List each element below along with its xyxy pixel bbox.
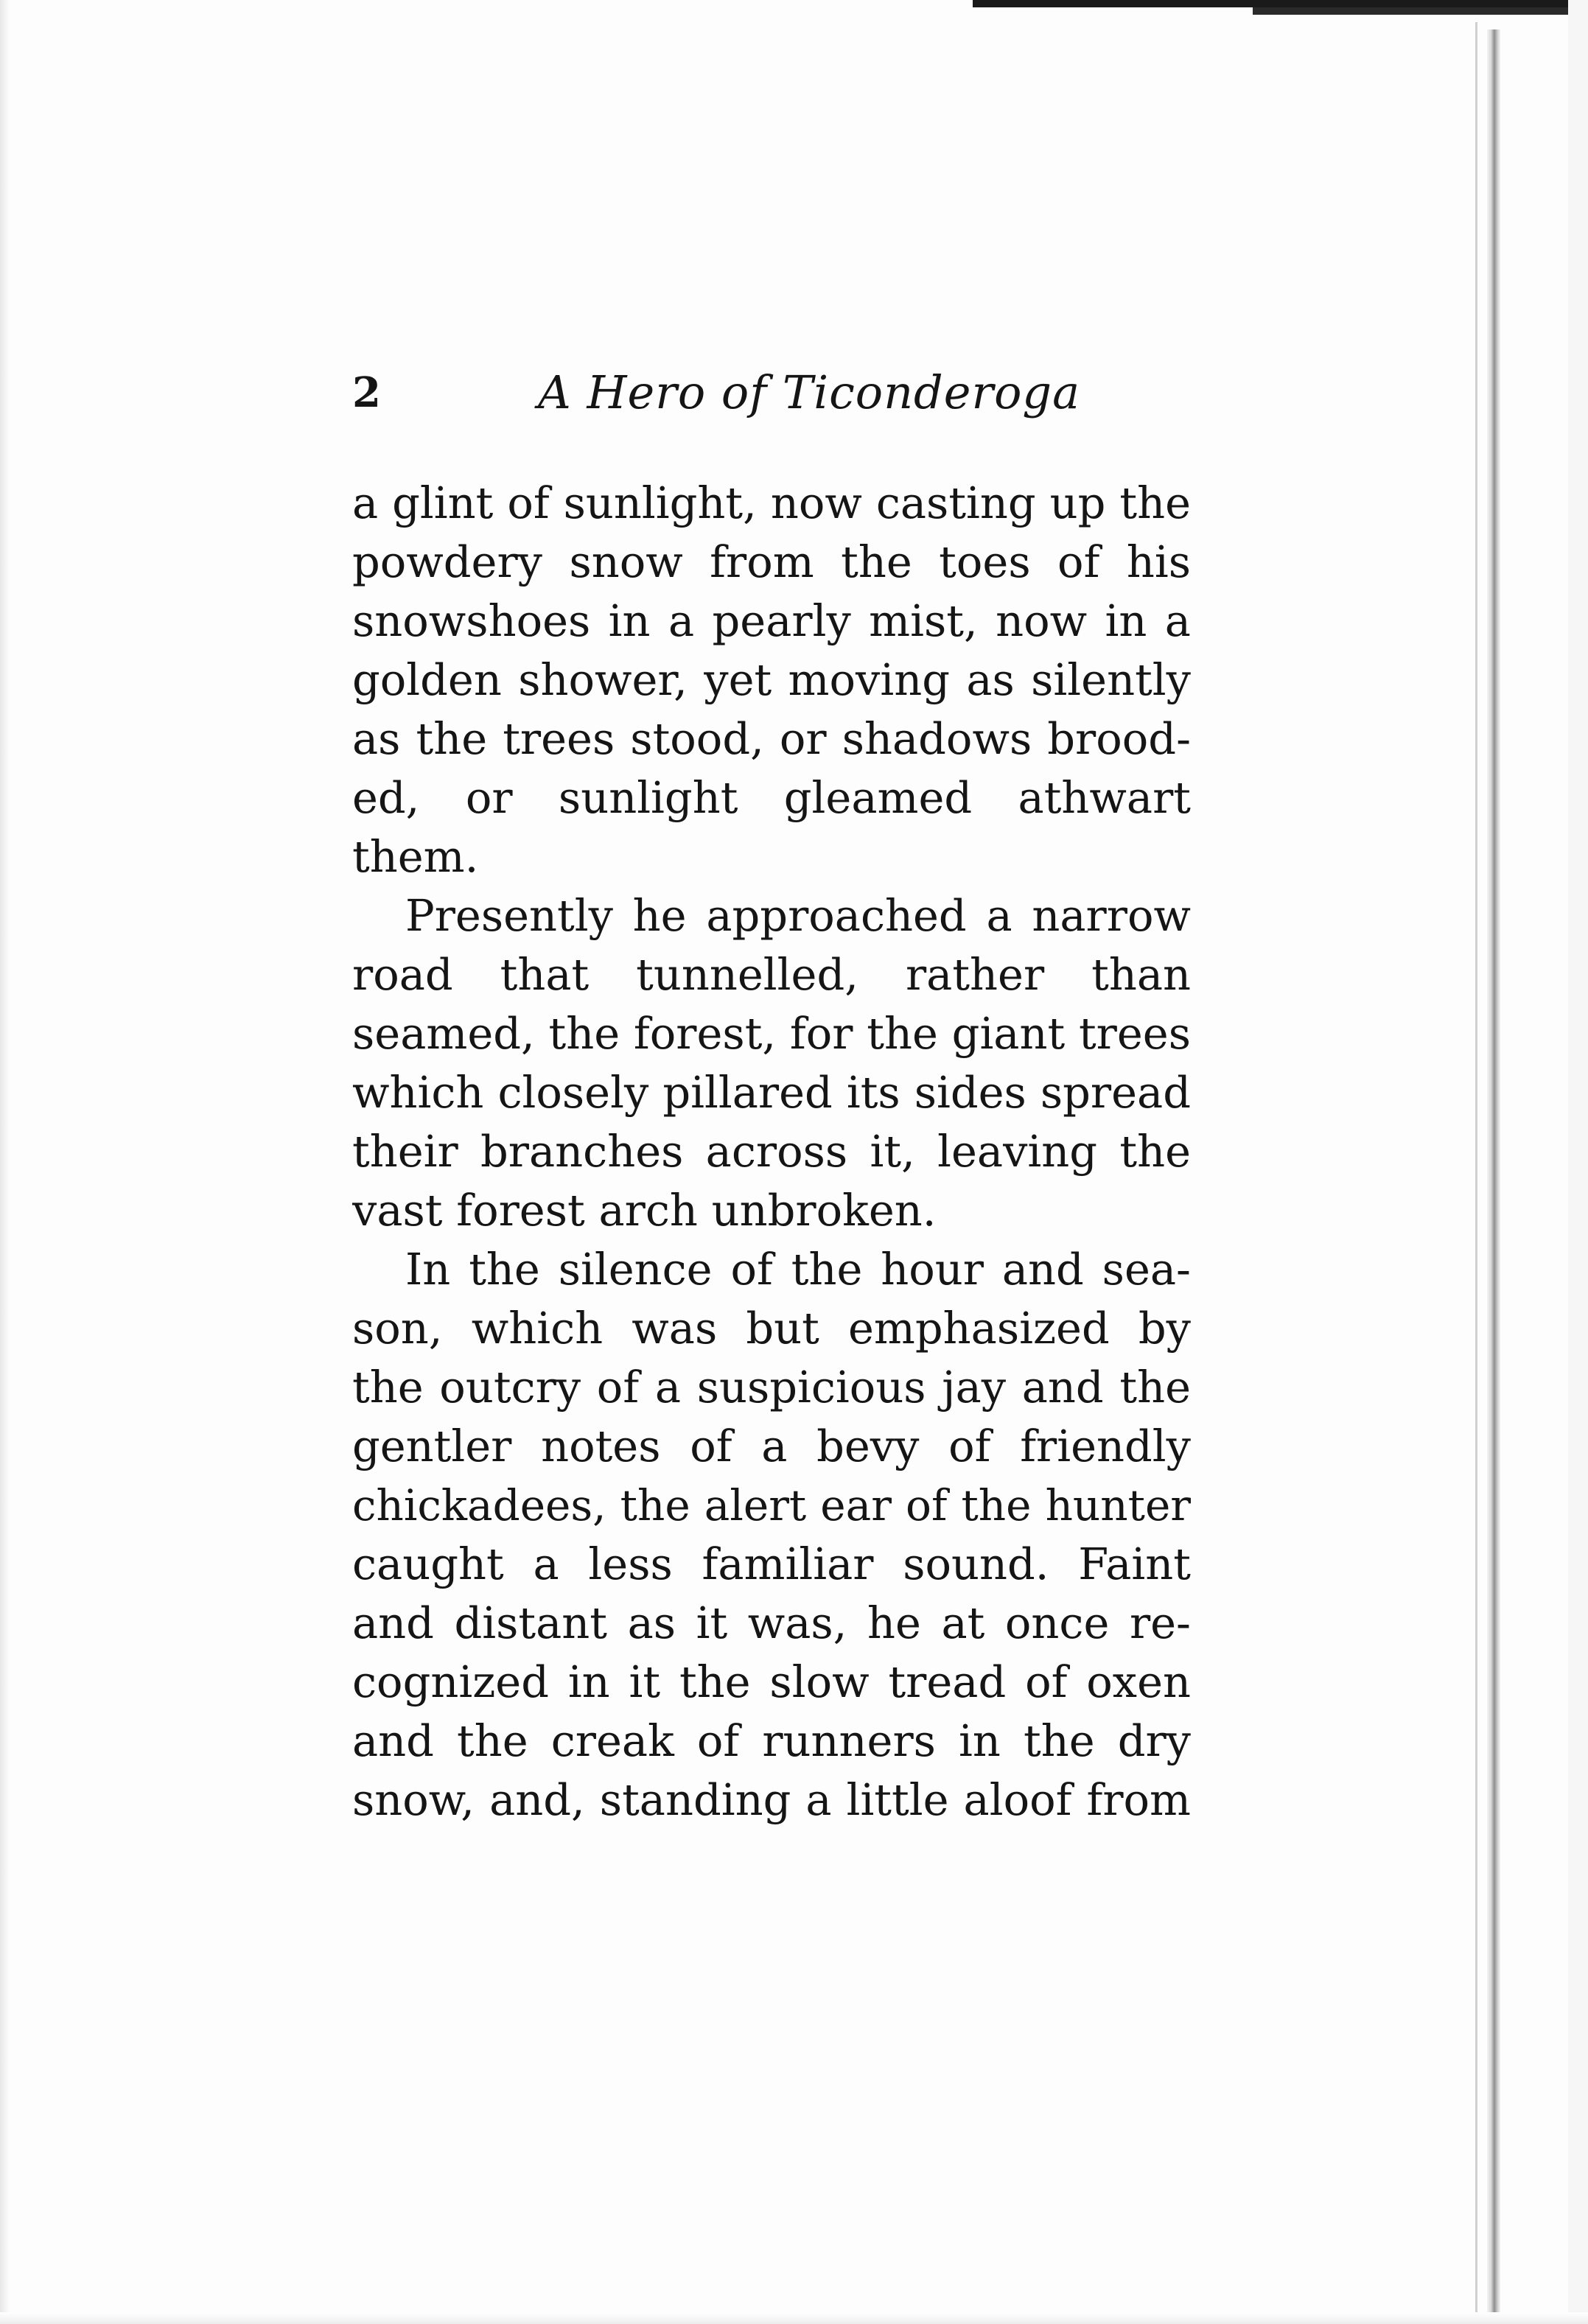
running-head <box>352 360 1192 426</box>
page-bottom-edge <box>0 2312 1588 2324</box>
text-line: vast forest arch unbroken. <box>352 1185 937 1236</box>
text-line: In the silence of the hour and sea- <box>405 1244 1191 1295</box>
text-line: cognized in it the slow tread of oxen <box>352 1656 1191 1707</box>
page-right-crease <box>1475 22 1477 2321</box>
page-top-edge <box>973 0 1588 7</box>
text-line: seamed, the forest, for the giant trees <box>352 1008 1191 1059</box>
text-line: the outcry of a suspicious jay and the <box>352 1362 1191 1413</box>
text-line: Presently he approached a narrow <box>405 890 1191 941</box>
text-line: which closely pillared its sides spread <box>352 1067 1191 1118</box>
text-line: as the trees stood, or shadows brood- <box>352 713 1191 764</box>
text-line: and distant as it was, he at once re- <box>352 1597 1191 1648</box>
text-line: son, which was but emphasized by <box>352 1303 1191 1354</box>
text-line: ed, or sunlight gleamed athwart <box>352 772 1191 823</box>
text-line: and the creak of runners in the dry <box>352 1715 1191 1766</box>
text-line: golden shower, yet moving as silently <box>352 654 1191 705</box>
book-title: A Hero of Ticonderoga <box>538 365 1081 419</box>
page-left-edge <box>0 0 10 2324</box>
page-right-binding <box>1487 29 1500 2314</box>
body-text <box>352 474 1191 1830</box>
page-right-edge <box>1568 0 1588 2324</box>
text-line: snow, and, standing a little aloof from <box>352 1774 1191 1825</box>
text-line: caught a less familiar sound. Faint <box>352 1539 1191 1589</box>
page-number: 2 <box>352 368 381 417</box>
text-line: them. <box>352 831 479 882</box>
text-line: road that tunnelled, rather than <box>352 949 1191 1000</box>
text-line: their branches across it, leaving the <box>352 1126 1191 1177</box>
text-line: gentler notes of a bevy of friendly <box>352 1421 1191 1471</box>
page-top-edge-shadow <box>1253 7 1588 15</box>
text-line: a glint of sunlight, now casting up the <box>352 477 1191 528</box>
text-line: powdery snow from the toes of his <box>352 536 1191 587</box>
text-line: chickadees, the alert ear of the hunter <box>352 1480 1191 1530</box>
text-line: snowshoes in a pearly mist, now in a <box>352 595 1191 646</box>
